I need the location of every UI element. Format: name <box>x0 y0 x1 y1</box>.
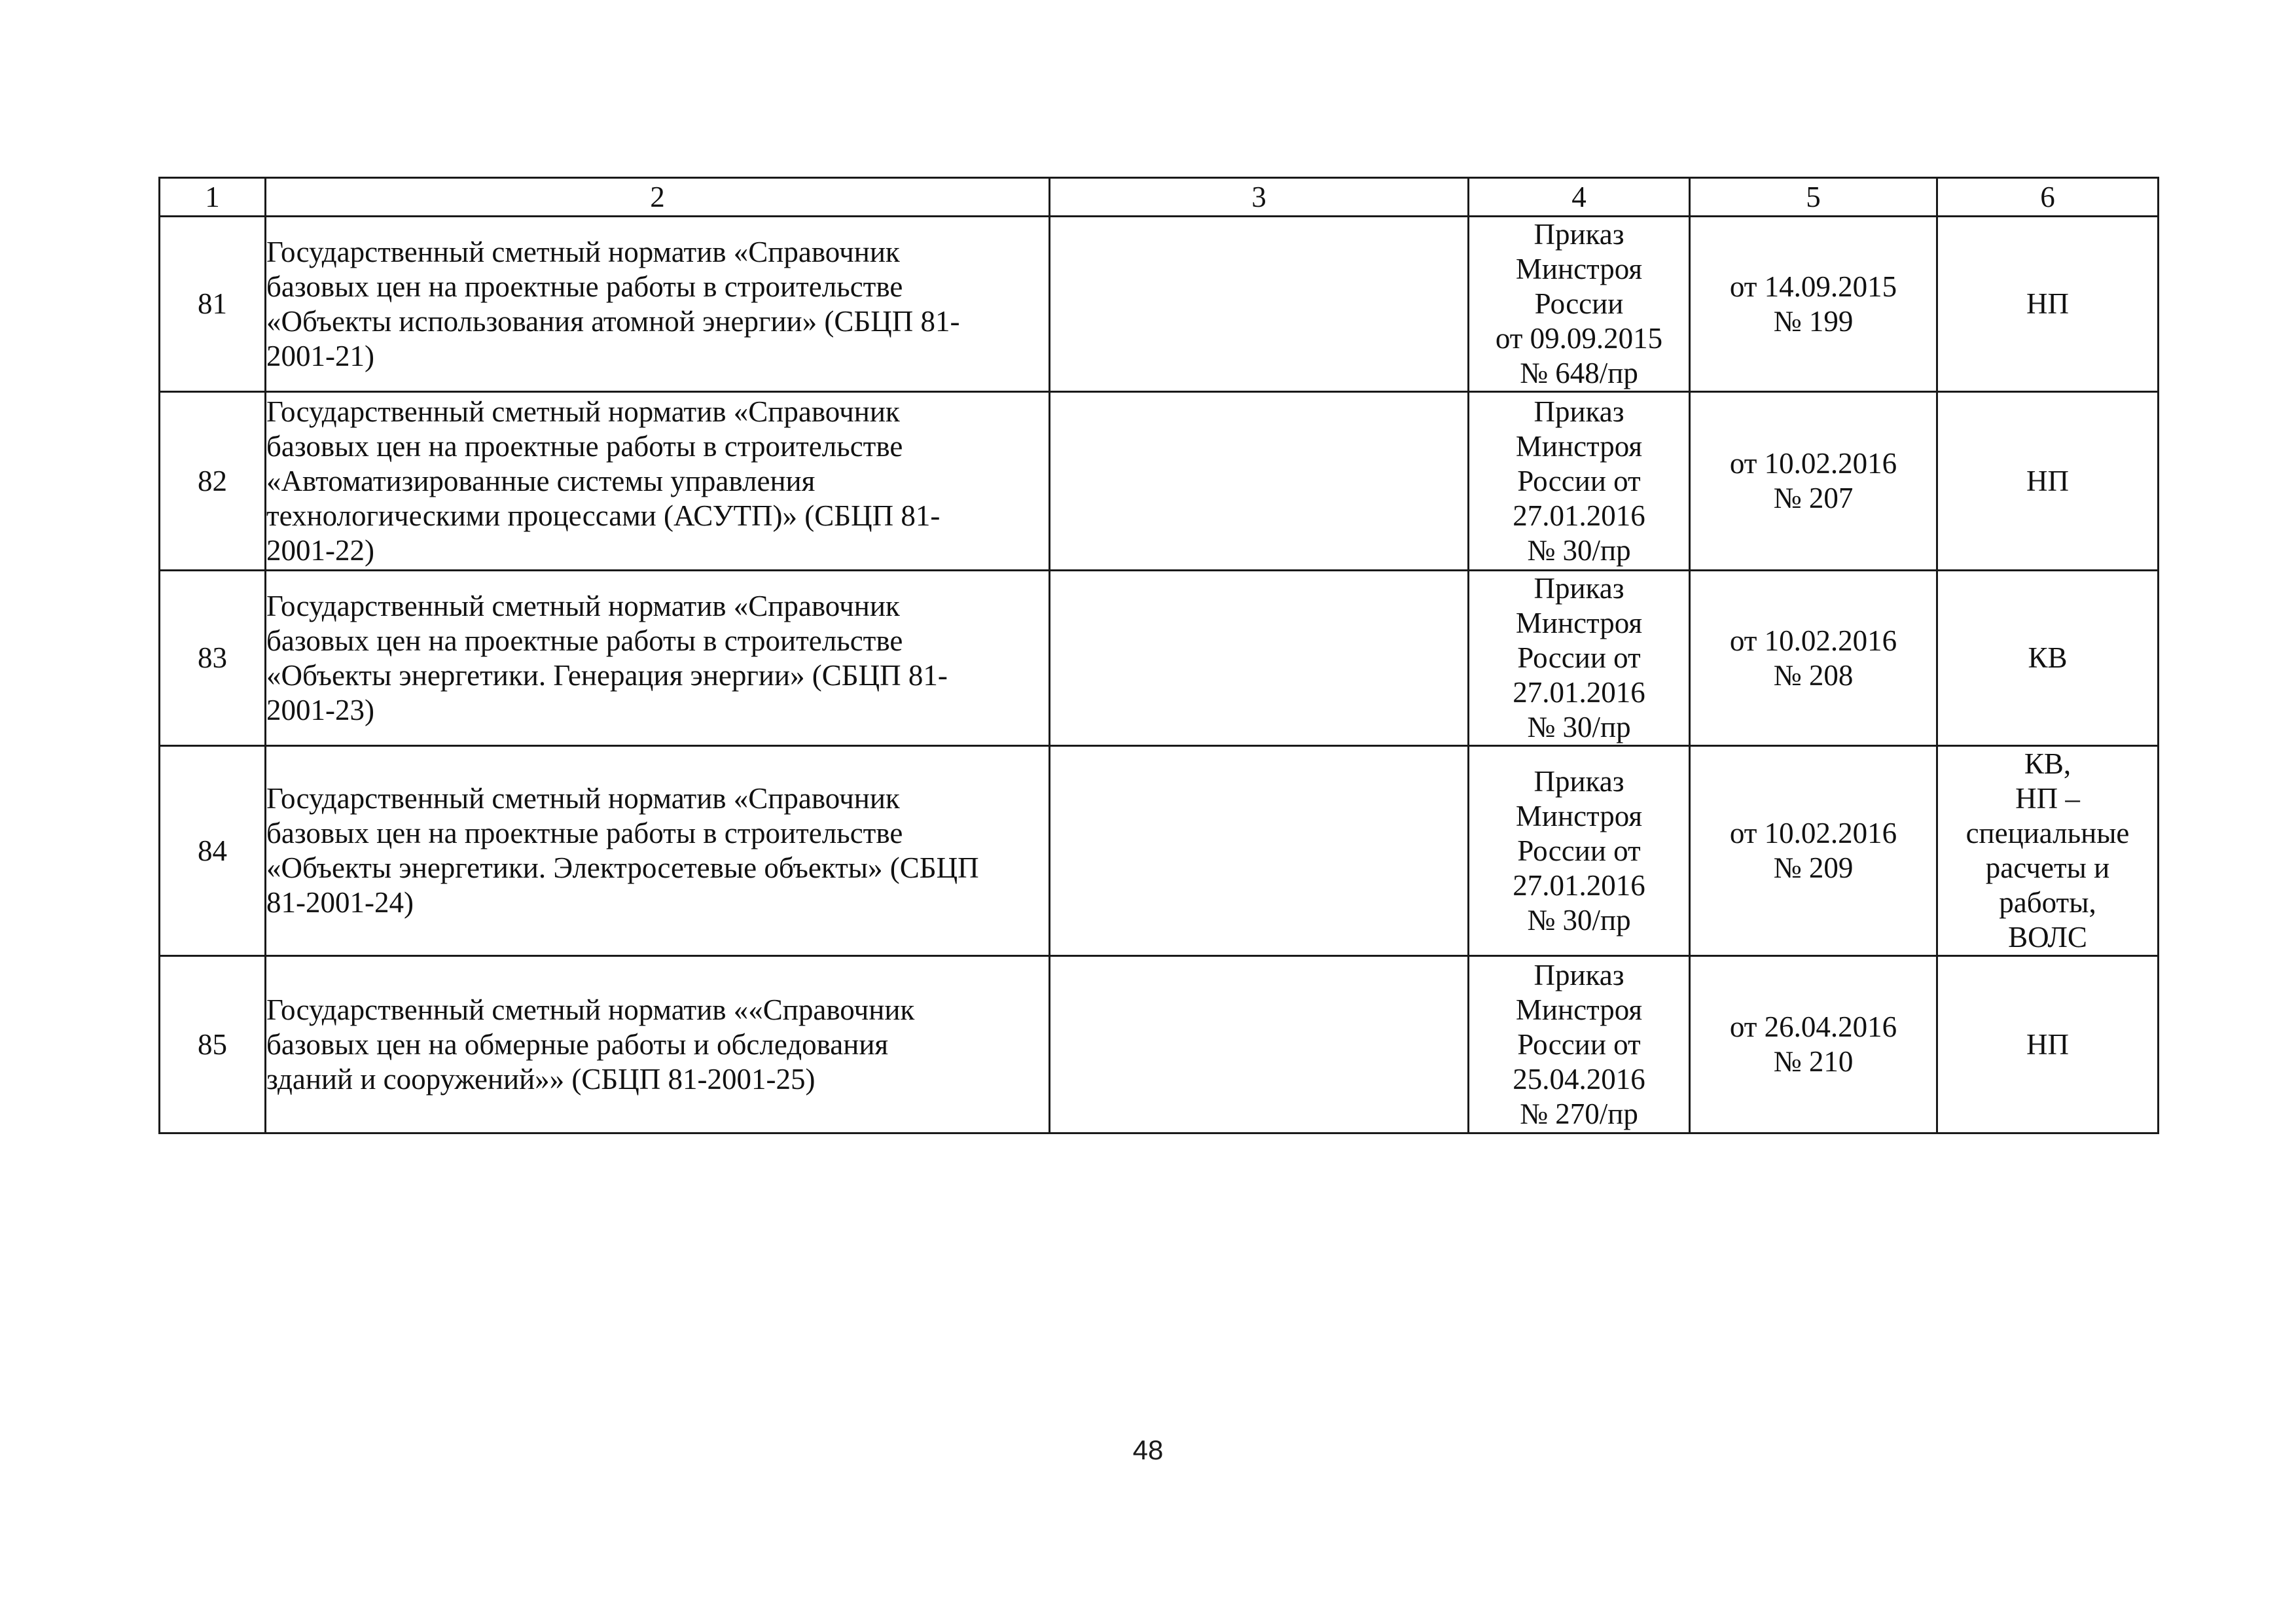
registration-date <box>1690 746 1937 956</box>
name-line: 2001-22) <box>266 533 374 567</box>
name-line: базовых цен на проектные работы в строительстве <box>266 624 903 657</box>
doc-line: России от <box>1517 464 1641 497</box>
doc-line: Приказ <box>1534 958 1624 991</box>
doc-line: 27.01.2016 <box>1513 868 1645 902</box>
table-row <box>160 392 2159 571</box>
doc-line: Минстроя <box>1515 607 1643 639</box>
doc-line: № 648/пр <box>1520 357 1638 389</box>
name-line: 2001-23) <box>266 693 374 726</box>
approval-document <box>1469 217 1690 392</box>
approval-document <box>1469 956 1690 1133</box>
doc-line: № 30/пр <box>1527 903 1631 936</box>
date-line: от 10.02.2016 <box>1729 447 1897 480</box>
status-line: НП <box>2026 464 2069 497</box>
doc-line: от 09.09.2015 <box>1495 322 1663 355</box>
date-line: № 199 <box>1773 304 1854 338</box>
doc-line: России от <box>1517 641 1641 674</box>
name-line: базовых цен на проектные работы в строительстве <box>266 817 903 849</box>
normative-name <box>266 746 1050 956</box>
doc-line: Минстроя <box>1515 253 1643 285</box>
status-line: НП <box>2026 287 2069 320</box>
date-line: от 26.04.2016 <box>1729 1010 1897 1043</box>
column-3-cell <box>1050 956 1469 1133</box>
doc-line: Минстроя <box>1515 799 1643 832</box>
doc-line: № 270/пр <box>1520 1097 1638 1130</box>
normative-name <box>266 217 1050 392</box>
status-line: НП – <box>2015 782 2080 815</box>
row-number: 85 <box>160 956 266 1133</box>
doc-line: России от <box>1517 834 1641 867</box>
row-number: 84 <box>160 746 266 956</box>
doc-line: Приказ <box>1534 764 1624 798</box>
name-line: «Объекты энергетики. Генерация энергии» (СБЦП 81- <box>266 658 948 692</box>
status-cell <box>1937 956 2159 1133</box>
date-line: от 14.09.2015 <box>1729 270 1897 303</box>
name-line: Государственный сметный норматив ««Справочник <box>266 993 915 1026</box>
approval-document <box>1469 392 1690 571</box>
doc-line: Минстроя <box>1515 429 1643 463</box>
status-cell <box>1937 571 2159 746</box>
doc-line: России от <box>1517 1027 1641 1061</box>
doc-line: Приказ <box>1534 218 1624 251</box>
header-cell-5: 5 <box>1690 178 1937 217</box>
doc-line: Минстроя <box>1515 993 1643 1026</box>
doc-line: № 30/пр <box>1527 711 1631 743</box>
name-line: базовых цен на проектные работы в строительстве <box>266 270 903 303</box>
column-3-cell <box>1050 217 1469 392</box>
status-line: ВОЛС <box>2008 921 2087 954</box>
name-line: «Объекты использования атомной энергии» (СБЦП 81- <box>266 304 960 338</box>
status-line: расчеты и <box>1985 851 2110 884</box>
table-row <box>160 571 2159 746</box>
header-cell-1: 1 <box>160 178 266 217</box>
status-line: НП <box>2026 1027 2069 1061</box>
date-line: № 207 <box>1773 482 1854 514</box>
row-number: 83 <box>160 571 266 746</box>
approval-document <box>1469 571 1690 746</box>
normative-name <box>266 956 1050 1133</box>
normative-registry-table <box>158 177 2159 1134</box>
header-cell-4: 4 <box>1469 178 1690 217</box>
header-row <box>160 178 2159 217</box>
doc-line: 27.01.2016 <box>1513 676 1645 709</box>
name-line: Государственный сметный норматив «Справочник <box>266 782 900 815</box>
name-line: «Объекты энергетики. Электросетевые объекты» (СБЦП <box>266 851 979 884</box>
row-number: 81 <box>160 217 266 392</box>
table-row <box>160 956 2159 1133</box>
date-line: от 10.02.2016 <box>1729 624 1897 657</box>
status-cell <box>1937 392 2159 571</box>
doc-line: России <box>1534 287 1624 320</box>
date-line: № 210 <box>1773 1045 1854 1078</box>
header-cell-3: 3 <box>1050 178 1469 217</box>
status-cell <box>1937 217 2159 392</box>
table-row <box>160 746 2159 956</box>
status-line: специальные <box>1965 817 2130 849</box>
doc-line: 25.04.2016 <box>1513 1062 1645 1096</box>
name-line: базовых цен на обмерные работы и обследования <box>266 1027 889 1061</box>
normative-name <box>266 392 1050 571</box>
name-line: Государственный сметный норматив «Справочник <box>266 589 900 622</box>
doc-line: Приказ <box>1534 572 1624 605</box>
table-row <box>160 217 2159 392</box>
registration-date <box>1690 956 1937 1133</box>
name-line: «Автоматизированные системы управления <box>266 464 816 497</box>
name-line: 81-2001-24) <box>266 886 414 919</box>
date-line: № 208 <box>1773 658 1854 692</box>
registration-date <box>1690 392 1937 571</box>
name-line: 2001-21) <box>266 339 374 372</box>
name-line: технологическими процессами (АСУТП)» (СБЦП 81- <box>266 499 941 532</box>
normative-name <box>266 571 1050 746</box>
name-line: базовых цен на проектные работы в строительстве <box>266 429 903 463</box>
status-line: КВ, <box>2024 747 2072 780</box>
page-number: 48 <box>1132 1435 1164 1465</box>
column-3-cell <box>1050 746 1469 956</box>
approval-document <box>1469 746 1690 956</box>
doc-line: 27.01.2016 <box>1513 499 1645 532</box>
status-cell <box>1937 746 2159 956</box>
date-line: № 209 <box>1773 851 1854 884</box>
doc-line: № 30/пр <box>1527 533 1631 567</box>
column-3-cell <box>1050 571 1469 746</box>
name-line: зданий и сооружений»» (СБЦП 81-2001-25) <box>266 1062 816 1096</box>
name-line: Государственный сметный норматив «Справочник <box>266 235 900 268</box>
registration-date <box>1690 571 1937 746</box>
doc-line: Приказ <box>1534 395 1624 428</box>
status-line: КВ <box>2028 641 2068 674</box>
header-cell-2: 2 <box>266 178 1050 217</box>
date-line: от 10.02.2016 <box>1729 817 1897 849</box>
name-line: Государственный сметный норматив «Справочник <box>266 395 900 428</box>
column-3-cell <box>1050 392 1469 571</box>
status-line: работы, <box>1999 886 2096 919</box>
registration-date <box>1690 217 1937 392</box>
row-number: 82 <box>160 392 266 571</box>
header-cell-6: 6 <box>1937 178 2159 217</box>
